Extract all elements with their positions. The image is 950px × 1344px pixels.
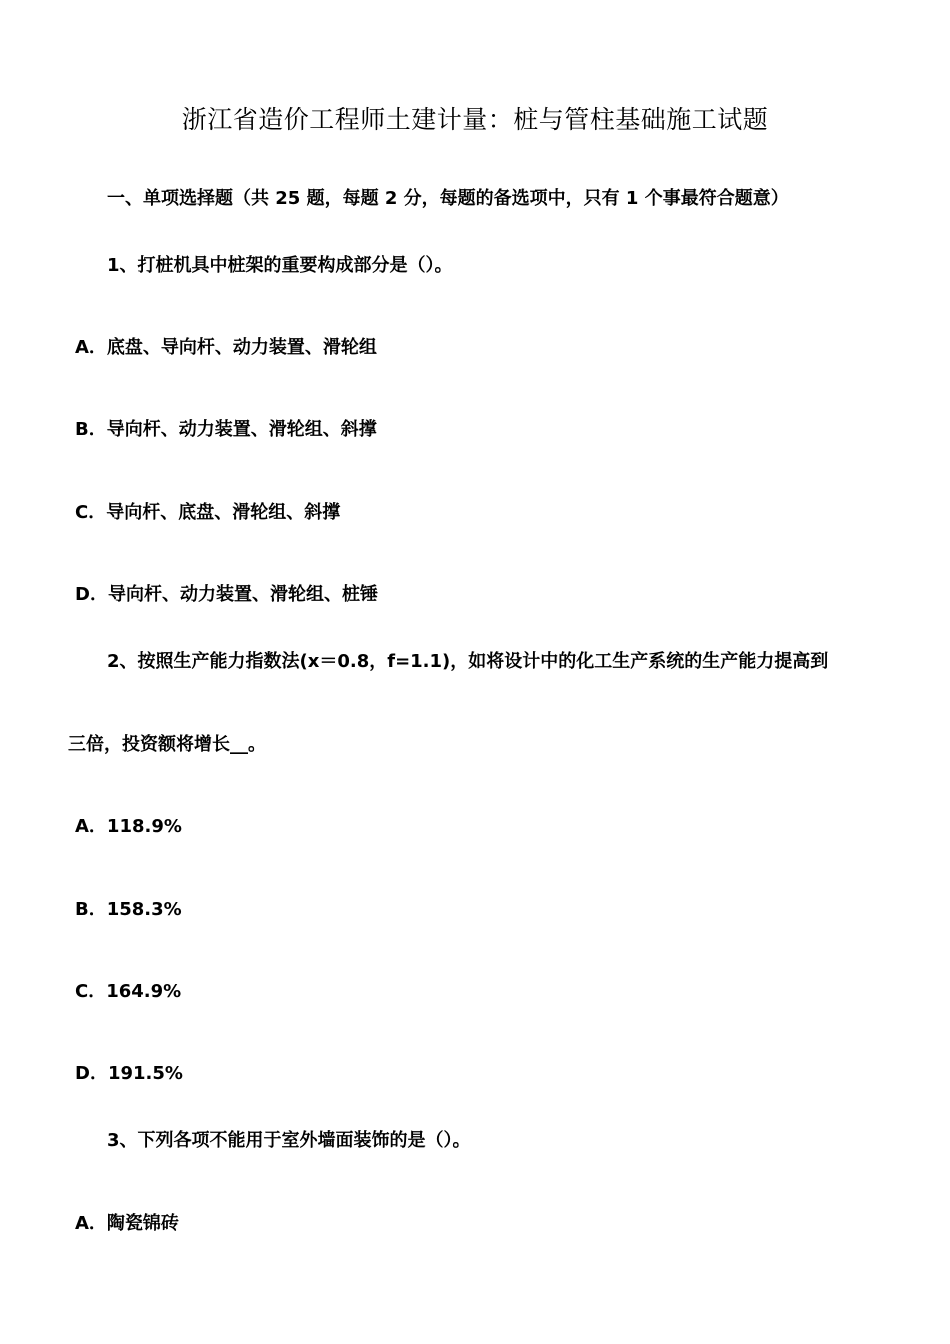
question-option: A．陶瓷锦砖 (75, 1213, 179, 1234)
question-stem-continued: 三倍，投资额将增长__。 (68, 734, 266, 755)
question-option: B．导向杆、动力装置、滑轮组、斜撑 (75, 419, 377, 440)
question-stem: 2、按照生产能力指数法(x＝0.8，f=1.1)，如将设计中的化工生产系统的生产能力提高到 (107, 651, 829, 672)
question-option: A．118.9% (75, 816, 182, 837)
question-option: D．导向杆、动力装置、滑轮组、桩锤 (75, 584, 378, 605)
question-stem: 3、下列各项不能用于室外墙面装饰的是（）。 (107, 1130, 471, 1151)
question-option: C．164.9% (75, 981, 182, 1002)
question-option: D．191.5% (75, 1063, 183, 1084)
question-stem: 1、打桩机具中桩架的重要构成部分是（）。 (107, 255, 453, 276)
question-option: C．导向杆、底盘、滑轮组、斜撑 (75, 502, 341, 523)
question-option: B．158.3% (75, 899, 182, 920)
section-heading: 一、单项选择题（共 25 题，每题 2 分，每题的备选项中，只有 1 个事最符合题意） (107, 188, 789, 209)
question-option: A．底盘、导向杆、动力装置、滑轮组 (75, 337, 377, 358)
document-title: 浙江省造价工程师土建计量：桩与管柱基础施工试题 (181, 105, 769, 134)
